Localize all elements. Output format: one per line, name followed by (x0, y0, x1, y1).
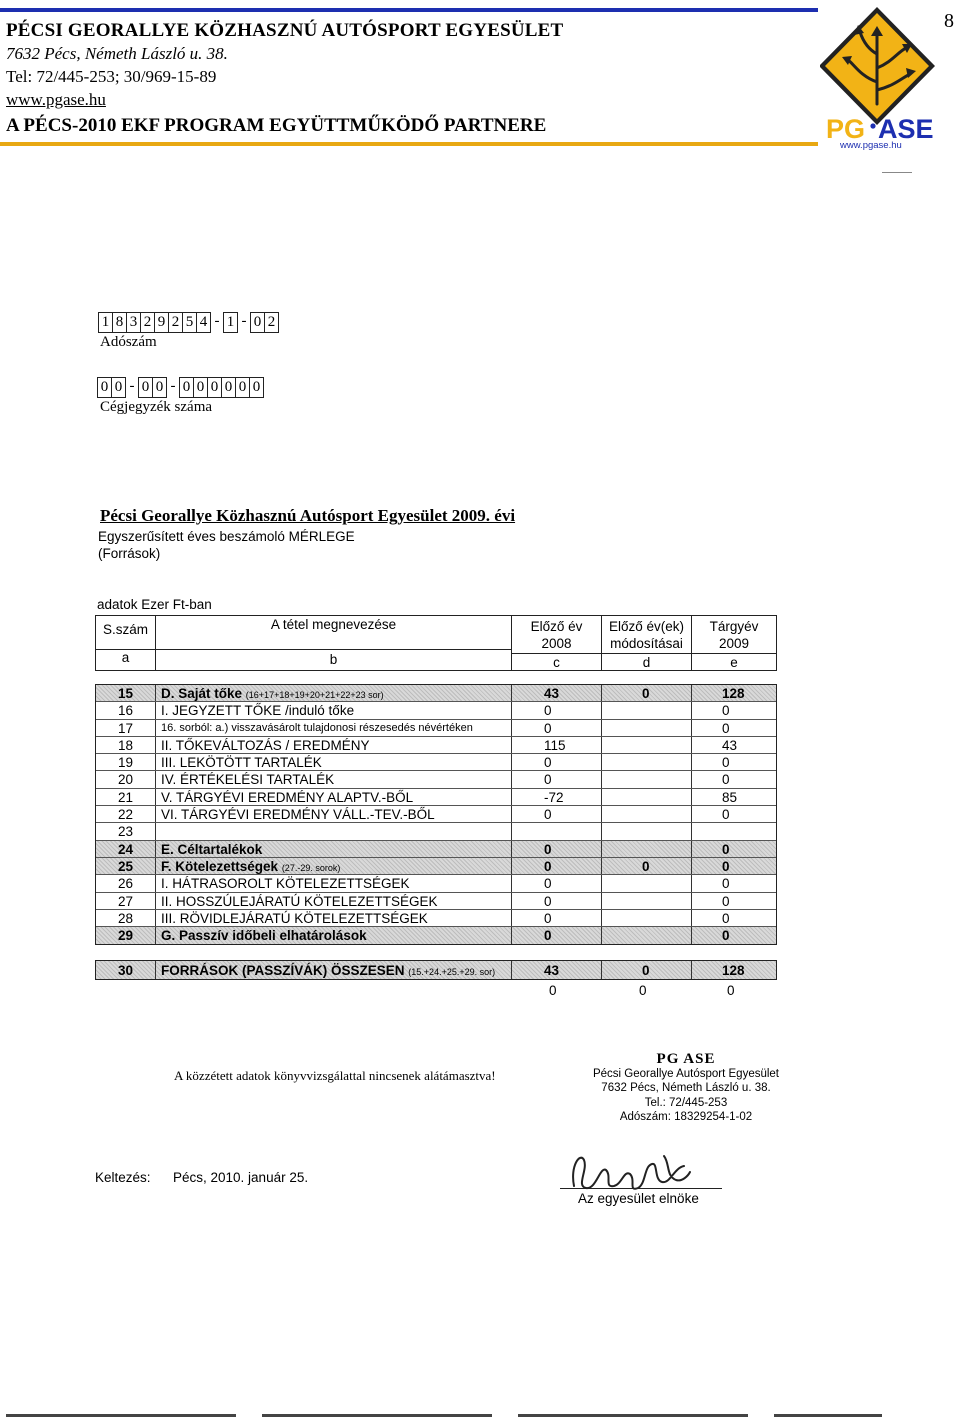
digit-box: 2 (168, 312, 183, 333)
digit-box: 0 (221, 377, 236, 398)
balance-table (95, 684, 777, 945)
report-title: Pécsi Georallye Közhasznú Autósport Egyesület 2009. évi (100, 506, 516, 525)
unit-label: adatok Ezer Ft-ban (97, 597, 212, 612)
row-number: 21 (96, 789, 156, 805)
signature-line (560, 1188, 722, 1189)
row-name (156, 910, 512, 926)
digit-separator: - (129, 378, 135, 394)
row-name (156, 841, 512, 857)
row-current-year: 0 (722, 910, 730, 926)
row-current-year: 0 (722, 703, 730, 719)
table-row (96, 720, 776, 737)
digit-box: 8 (112, 312, 127, 333)
row-prev-year: 0 (512, 927, 602, 944)
row-name-text: VI. TÁRGYÉVI EREDMÉNY VÁLL.-TEV.-BŐL (161, 807, 435, 823)
total-no: 30 (96, 961, 156, 979)
footer-rule (6, 1414, 882, 1417)
header-dash (882, 172, 912, 173)
row-prev-year: 0 (512, 702, 602, 718)
stamp-line-1: Pécsi Georallye Autósport Egyesület (592, 1067, 780, 1080)
date-label: Keltezés: (95, 1170, 151, 1185)
row-number: 17 (96, 720, 156, 736)
table-row (96, 875, 776, 892)
row-modifications (602, 789, 692, 805)
row-name (156, 702, 512, 718)
total-row (95, 960, 777, 980)
row-name (156, 754, 512, 770)
org-address: 7632 Pécs, Németh László u. 38. (6, 44, 228, 63)
row-number: 26 (96, 875, 156, 891)
row-current-year: 128 (722, 686, 745, 701)
col-letter-e: e (730, 655, 738, 670)
table-row (96, 910, 776, 927)
digit-box: 2 (264, 312, 279, 333)
row-current-year: 43 (722, 737, 738, 753)
col-c-header-line2: 2008 (512, 635, 601, 654)
row-prev-year: 0 (512, 754, 602, 770)
row-name-text: F. Kötelezettségek (161, 858, 279, 874)
col-no-header: S.szám (96, 616, 155, 650)
row-prev-year: 0 (512, 858, 602, 874)
row-name-text: I. HÁTRASOROLT KÖTELEZETTSÉGEK (161, 876, 410, 892)
row-name-text: I. JEGYZETT TŐKE /induló tőke (161, 703, 355, 719)
digit-box: 0 (250, 312, 265, 333)
org-phone: Tel: 72/445-253; 30/969-15-89 (6, 67, 217, 86)
after-total-c: 0 (549, 983, 557, 998)
report-subtitle: Egyszerűsített éves beszámoló MÉRLEGE (98, 529, 355, 544)
row-name (156, 823, 512, 839)
letterhead-blue-rule (0, 8, 818, 12)
audit-disclaimer: A közzétett adatok könyvvizsgálattal nincsenek alátámasztva! (174, 1068, 496, 1083)
pgase-logo (820, 4, 938, 150)
table-row (96, 841, 776, 858)
row-modifications (602, 771, 692, 787)
row-note: (27.-29. sorok) (281, 862, 341, 873)
col-e-header-line1: Tárgyév (709, 619, 759, 634)
row-name-text: G. Passzív időbeli elhatárolások (161, 928, 367, 944)
row-current-year: 0 (722, 755, 730, 771)
digit-box: 0 (179, 377, 194, 398)
page-number: 8 (944, 10, 954, 32)
table-row (96, 737, 776, 754)
row-current-year: 0 (722, 720, 730, 736)
digit-box: 2 (140, 312, 155, 333)
row-modifications: 0 (602, 685, 692, 701)
digit-box: 4 (196, 312, 211, 333)
row-number: 19 (96, 754, 156, 770)
letterhead-gold-rule (0, 142, 818, 146)
logo-ase-text: ASE (878, 114, 934, 144)
stamp-line-3: Tel.: 72/445-253 (644, 1096, 728, 1109)
row-number: 16 (96, 702, 156, 718)
row-number: 28 (96, 910, 156, 926)
row-prev-year: 43 (512, 685, 602, 701)
table-row (96, 789, 776, 806)
row-prev-year: 0 (512, 806, 602, 822)
partner-line: A PÉCS-2010 EKF PROGRAM EGYÜTTMŰKÖDŐ PARTNERE (6, 115, 547, 136)
row-current-year: 0 (722, 807, 730, 823)
row-modifications (602, 720, 692, 736)
col-c-header-line1: Előző év (530, 619, 583, 634)
letterhead (6, 20, 626, 139)
stamp-title: PG ASE (656, 1051, 716, 1067)
row-name-text: D. Saját tőke (161, 686, 243, 701)
row-number: 18 (96, 737, 156, 753)
table-row (96, 702, 776, 719)
digit-separator: - (170, 378, 176, 394)
row-number: 25 (96, 858, 156, 874)
row-name (156, 858, 512, 874)
row-name (156, 685, 512, 701)
tax-id-boxes (98, 312, 278, 333)
table-row (96, 823, 776, 840)
row-name-text: II. TŐKEVÁLTOZÁS / EREDMÉNY (161, 737, 370, 753)
digit-box: 0 (111, 377, 126, 398)
tax-id-label: Adószám (100, 334, 157, 350)
digit-box: 1 (223, 312, 238, 333)
row-current-year: 0 (722, 858, 730, 874)
after-total-d: 0 (639, 983, 647, 998)
row-name-text: 16. sorból: a.) visszavásárolt tulajdonosi részesedés névértéken (161, 721, 473, 734)
digit-box: 0 (207, 377, 222, 398)
company-reg-boxes (97, 377, 263, 398)
row-name (156, 893, 512, 909)
total-modifications: 0 (602, 961, 692, 979)
total-note: (15.+24.+25.+29. sor) (408, 967, 496, 977)
row-prev-year (512, 823, 602, 839)
row-name (156, 789, 512, 805)
row-name-text: IV. ÉRTÉKELÉSI TARTALÉK (161, 772, 335, 788)
row-current-year (692, 823, 776, 839)
row-name-text: II. HOSSZÚLEJÁRATÚ KÖTELEZETTSÉGEK (161, 893, 438, 909)
row-name-text: V. TÁRGYÉVI EREDMÉNY ALAPTV.-BŐL (161, 789, 414, 805)
digit-box: 1 (98, 312, 113, 333)
after-total-e: 0 (727, 983, 735, 998)
row-modifications (602, 823, 692, 839)
row-current-year: 0 (722, 876, 730, 892)
row-number: 15 (96, 685, 156, 701)
row-name (156, 737, 512, 753)
col-d-header-line1: Előző év(ek) (608, 619, 685, 634)
col-letter-b: b (329, 652, 338, 667)
date-value: Pécs, 2010. január 25. (173, 1170, 309, 1185)
signer-title: Az egyesület elnöke (578, 1191, 699, 1206)
row-current-year: 0 (722, 772, 730, 788)
row-modifications (602, 893, 692, 909)
digit-box: 0 (97, 377, 112, 398)
row-modifications (602, 927, 692, 944)
total-prev-year: 43 (512, 961, 602, 979)
row-modifications: 0 (602, 858, 692, 874)
row-prev-year: 0 (512, 771, 602, 787)
row-name (156, 771, 512, 787)
digit-box: 5 (182, 312, 197, 333)
row-modifications (602, 875, 692, 891)
row-name-text: E. Céltartalékok (161, 841, 263, 857)
row-modifications (602, 910, 692, 926)
row-number: 23 (96, 823, 156, 839)
row-prev-year: 0 (512, 875, 602, 891)
row-modifications (602, 702, 692, 718)
row-prev-year: 0 (512, 841, 602, 857)
row-prev-year: 0 (512, 893, 602, 909)
digit-box: 0 (235, 377, 250, 398)
row-current-year: 0 (722, 928, 730, 944)
row-name (156, 927, 512, 944)
row-prev-year: 0 (512, 910, 602, 926)
col-letter-a: a (121, 650, 130, 665)
row-name-text: III. RÖVIDLEJÁRATÚ KÖTELEZETTSÉGEK (161, 910, 428, 926)
col-e-header-line2: 2009 (692, 635, 776, 654)
row-modifications (602, 806, 692, 822)
total-name: FORRÁSOK (PASSZÍVÁK) ÖSSZESEN (15.+24.+25.+29. sor) (156, 961, 512, 979)
digit-box: 0 (152, 377, 167, 398)
row-name (156, 806, 512, 822)
digit-box: 9 (154, 312, 169, 333)
logo-url: www.pgase.hu (840, 140, 902, 150)
row-number: 29 (96, 927, 156, 944)
table-row (96, 754, 776, 771)
digit-separator: - (241, 313, 247, 329)
row-name (156, 875, 512, 891)
row-name-text: III. LEKÖTÖTT TARTALÉK (161, 755, 322, 771)
col-name-header: A tétel megnevezése (156, 616, 511, 650)
report-section: (Források) (98, 546, 161, 561)
row-modifications (602, 841, 692, 857)
stamp-line-4: Adószám: 18329254-1-02 (619, 1111, 753, 1123)
row-current-year: 85 (722, 789, 738, 805)
digit-box: 0 (138, 377, 153, 398)
row-number: 24 (96, 841, 156, 857)
row-number: 20 (96, 771, 156, 787)
table-row (96, 685, 776, 702)
digit-box: 0 (193, 377, 208, 398)
org-website-link[interactable]: www.pgase.hu (6, 90, 106, 109)
col-d-header-line2: módosításai (602, 635, 691, 654)
digit-box: 0 (249, 377, 264, 398)
table-row (96, 771, 776, 788)
row-prev-year: 0 (512, 720, 602, 736)
row-modifications (602, 737, 692, 753)
org-name: PÉCSI GEORALLYE KÖZHASZNÚ AUTÓSPORT EGYESÜLET (6, 20, 564, 41)
row-name (156, 720, 512, 736)
row-current-year: 0 (722, 893, 730, 909)
col-letter-c: c (553, 655, 560, 670)
col-letter-d: d (642, 655, 651, 670)
table-row (96, 927, 776, 944)
row-number: 27 (96, 893, 156, 909)
table-row (96, 806, 776, 823)
association-stamp (586, 1052, 786, 1125)
table-header (95, 615, 777, 671)
row-note: (16+17+18+19+20+21+22+23 sor) (245, 690, 384, 700)
digit-box: 3 (126, 312, 141, 333)
logo-pg-text: PG (826, 114, 866, 144)
table-row (96, 858, 776, 875)
row-prev-year: 115 (512, 737, 602, 753)
company-reg-label: Cégjegyzék száma (100, 399, 213, 415)
row-number: 22 (96, 806, 156, 822)
table-row (96, 893, 776, 910)
row-current-year: 0 (722, 841, 730, 857)
digit-separator: - (214, 313, 220, 329)
row-prev-year: -72 (512, 789, 602, 805)
road-sign-diamond-icon (820, 4, 938, 150)
row-modifications (602, 754, 692, 770)
total-current-year: 128 (722, 963, 745, 978)
stamp-line-2: 7632 Pécs, Németh László u. 38. (601, 1082, 771, 1094)
